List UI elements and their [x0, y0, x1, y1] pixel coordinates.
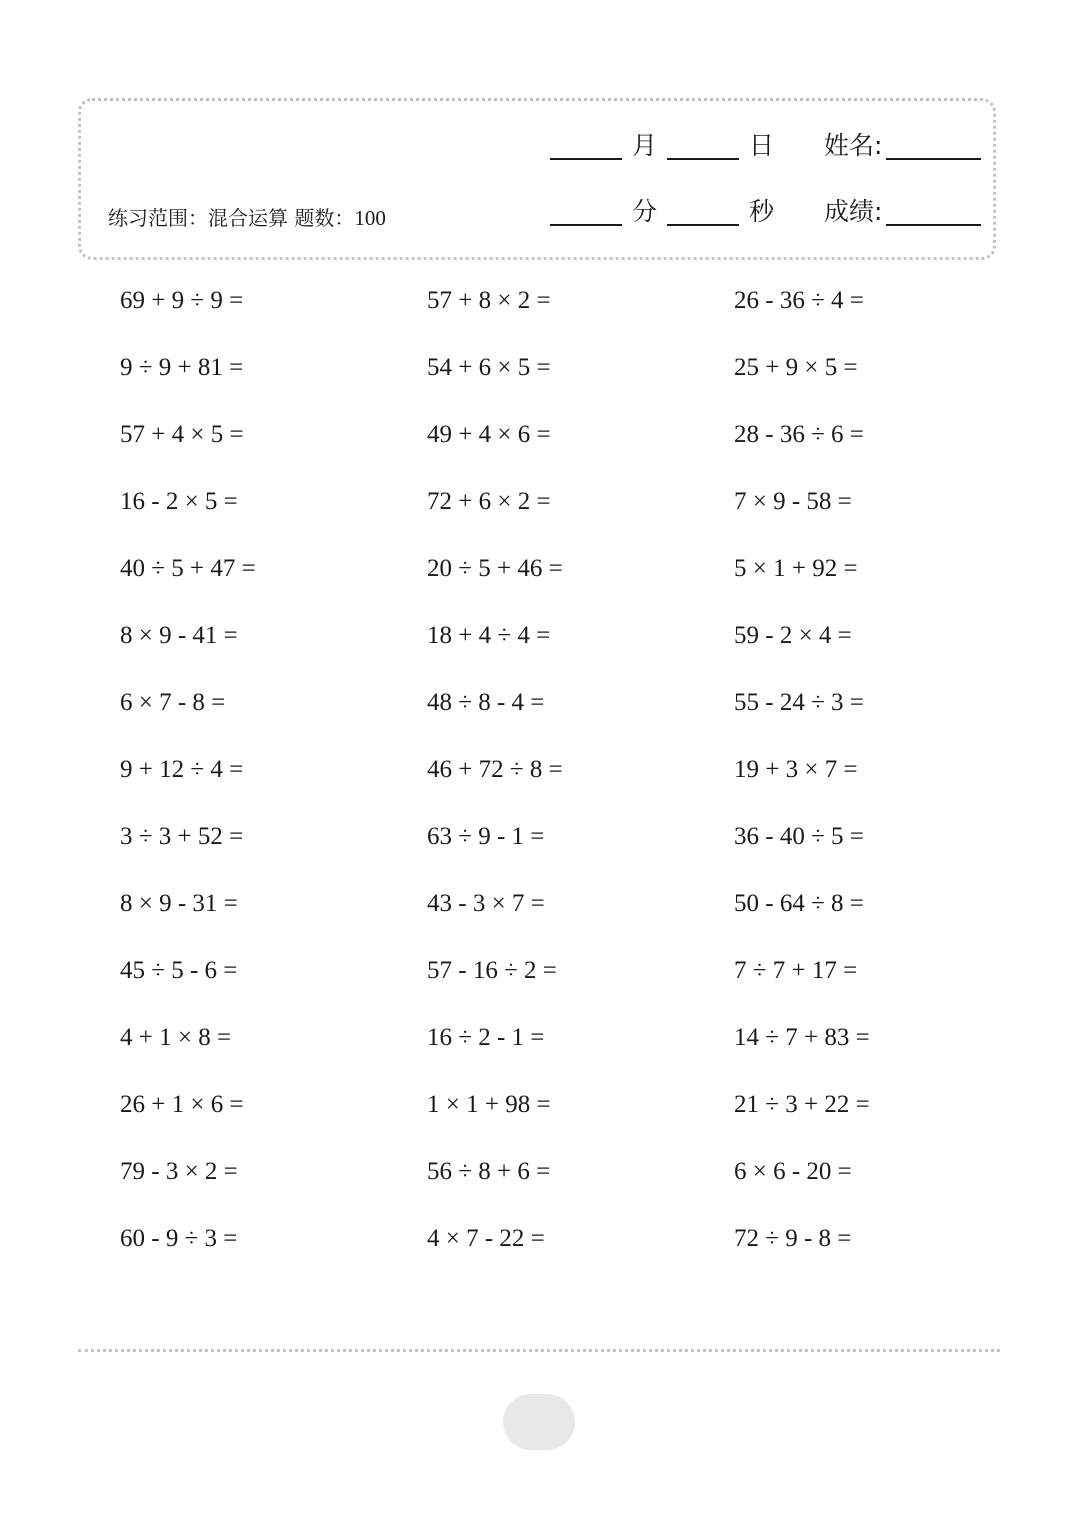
math-problem: 4 + 1 × 8 = [120, 1024, 232, 1051]
math-problem: 28 - 36 ÷ 6 = [734, 421, 864, 448]
math-problem: 45 ÷ 5 - 6 = [120, 957, 238, 984]
math-problem: 21 ÷ 3 + 22 = [734, 1091, 870, 1118]
problem-row [120, 1017, 1020, 1084]
minute-blank[interactable] [550, 194, 622, 226]
problem-row [120, 414, 1020, 481]
problem-row [120, 347, 1020, 414]
math-problem: 16 ÷ 2 - 1 = [427, 1024, 545, 1051]
practice-info [108, 202, 386, 231]
math-problem: 36 - 40 ÷ 5 = [734, 823, 864, 850]
problem-row [120, 1218, 1020, 1285]
math-problem: 56 ÷ 8 + 6 = [427, 1158, 551, 1185]
math-problem: 18 + 4 ÷ 4 = [427, 622, 551, 649]
problem-row [120, 548, 1020, 615]
math-problem: 26 - 36 ÷ 4 = [734, 287, 864, 314]
problem-row [120, 682, 1020, 749]
math-problem: 1 × 1 + 98 = [427, 1091, 551, 1118]
math-problem: 79 - 3 × 2 = [120, 1158, 238, 1185]
math-problem: 3 ÷ 3 + 52 = [120, 823, 244, 850]
problem-row [120, 280, 1020, 347]
problem-row [120, 1084, 1020, 1151]
practice-range-label: 练习范围：混合运算 题数： [108, 206, 355, 230]
math-problem: 14 ÷ 7 + 83 = [734, 1024, 870, 1051]
problem-grid [120, 280, 1020, 1285]
math-problem: 57 + 8 × 2 = [427, 287, 551, 314]
math-problem: 4 × 7 - 22 = [427, 1225, 545, 1252]
math-problem: 69 + 9 ÷ 9 = [120, 287, 244, 314]
math-problem: 43 - 3 × 7 = [427, 890, 545, 917]
problem-row [120, 615, 1020, 682]
problem-row [120, 1151, 1020, 1218]
math-problem: 40 ÷ 5 + 47 = [120, 555, 256, 582]
math-problem: 8 × 9 - 31 = [120, 890, 238, 917]
problem-row [120, 950, 1020, 1017]
problem-count: 100 [354, 206, 386, 230]
math-problem: 63 ÷ 9 - 1 = [427, 823, 545, 850]
math-problem: 9 + 12 ÷ 4 = [120, 756, 244, 783]
month-label: 月 [632, 131, 658, 160]
math-problem: 6 × 7 - 8 = [120, 689, 226, 716]
day-label: 日 [749, 131, 775, 160]
math-problem: 46 + 72 ÷ 8 = [427, 756, 563, 783]
minute-label: 分 [632, 197, 658, 226]
math-problem: 60 - 9 ÷ 3 = [120, 1225, 238, 1252]
math-problem: 72 + 6 × 2 = [427, 488, 551, 515]
math-problem: 9 ÷ 9 + 81 = [120, 354, 244, 381]
name-blank[interactable] [886, 128, 981, 160]
problem-row [120, 816, 1020, 883]
math-problem: 6 × 6 - 20 = [734, 1158, 852, 1185]
math-problem: 26 + 1 × 6 = [120, 1091, 244, 1118]
math-problem: 48 ÷ 8 - 4 = [427, 689, 545, 716]
math-problem: 55 - 24 ÷ 3 = [734, 689, 864, 716]
math-problem: 16 - 2 × 5 = [120, 488, 238, 515]
problem-row [120, 749, 1020, 816]
bottom-divider [78, 1349, 1000, 1352]
math-problem: 72 ÷ 9 - 8 = [734, 1225, 852, 1252]
math-problem: 57 - 16 ÷ 2 = [427, 957, 557, 984]
score-label: 成绩: [824, 197, 883, 226]
time-score-row [550, 192, 981, 232]
second-blank[interactable] [667, 194, 739, 226]
math-problem: 8 × 9 - 41 = [120, 622, 238, 649]
math-problem: 50 - 64 ÷ 8 = [734, 890, 864, 917]
math-problem: 59 - 2 × 4 = [734, 622, 852, 649]
problem-row [120, 883, 1020, 950]
problem-row [120, 481, 1020, 548]
math-problem: 25 + 9 × 5 = [734, 354, 858, 381]
page-number-badge [503, 1394, 575, 1450]
score-blank[interactable] [886, 194, 981, 226]
day-blank[interactable] [667, 128, 739, 160]
math-problem: 7 ÷ 7 + 17 = [734, 957, 858, 984]
math-problem: 20 ÷ 5 + 46 = [427, 555, 563, 582]
math-problem: 19 + 3 × 7 = [734, 756, 858, 783]
math-problem: 57 + 4 × 5 = [120, 421, 244, 448]
name-label: 姓名: [824, 131, 883, 160]
math-problem: 5 × 1 + 92 = [734, 555, 858, 582]
date-name-row [550, 126, 981, 166]
math-problem: 54 + 6 × 5 = [427, 354, 551, 381]
second-label: 秒 [749, 197, 775, 226]
math-problem: 7 × 9 - 58 = [734, 488, 852, 515]
math-problem: 49 + 4 × 6 = [427, 421, 551, 448]
worksheet-header-box [78, 98, 996, 260]
month-blank[interactable] [550, 128, 622, 160]
